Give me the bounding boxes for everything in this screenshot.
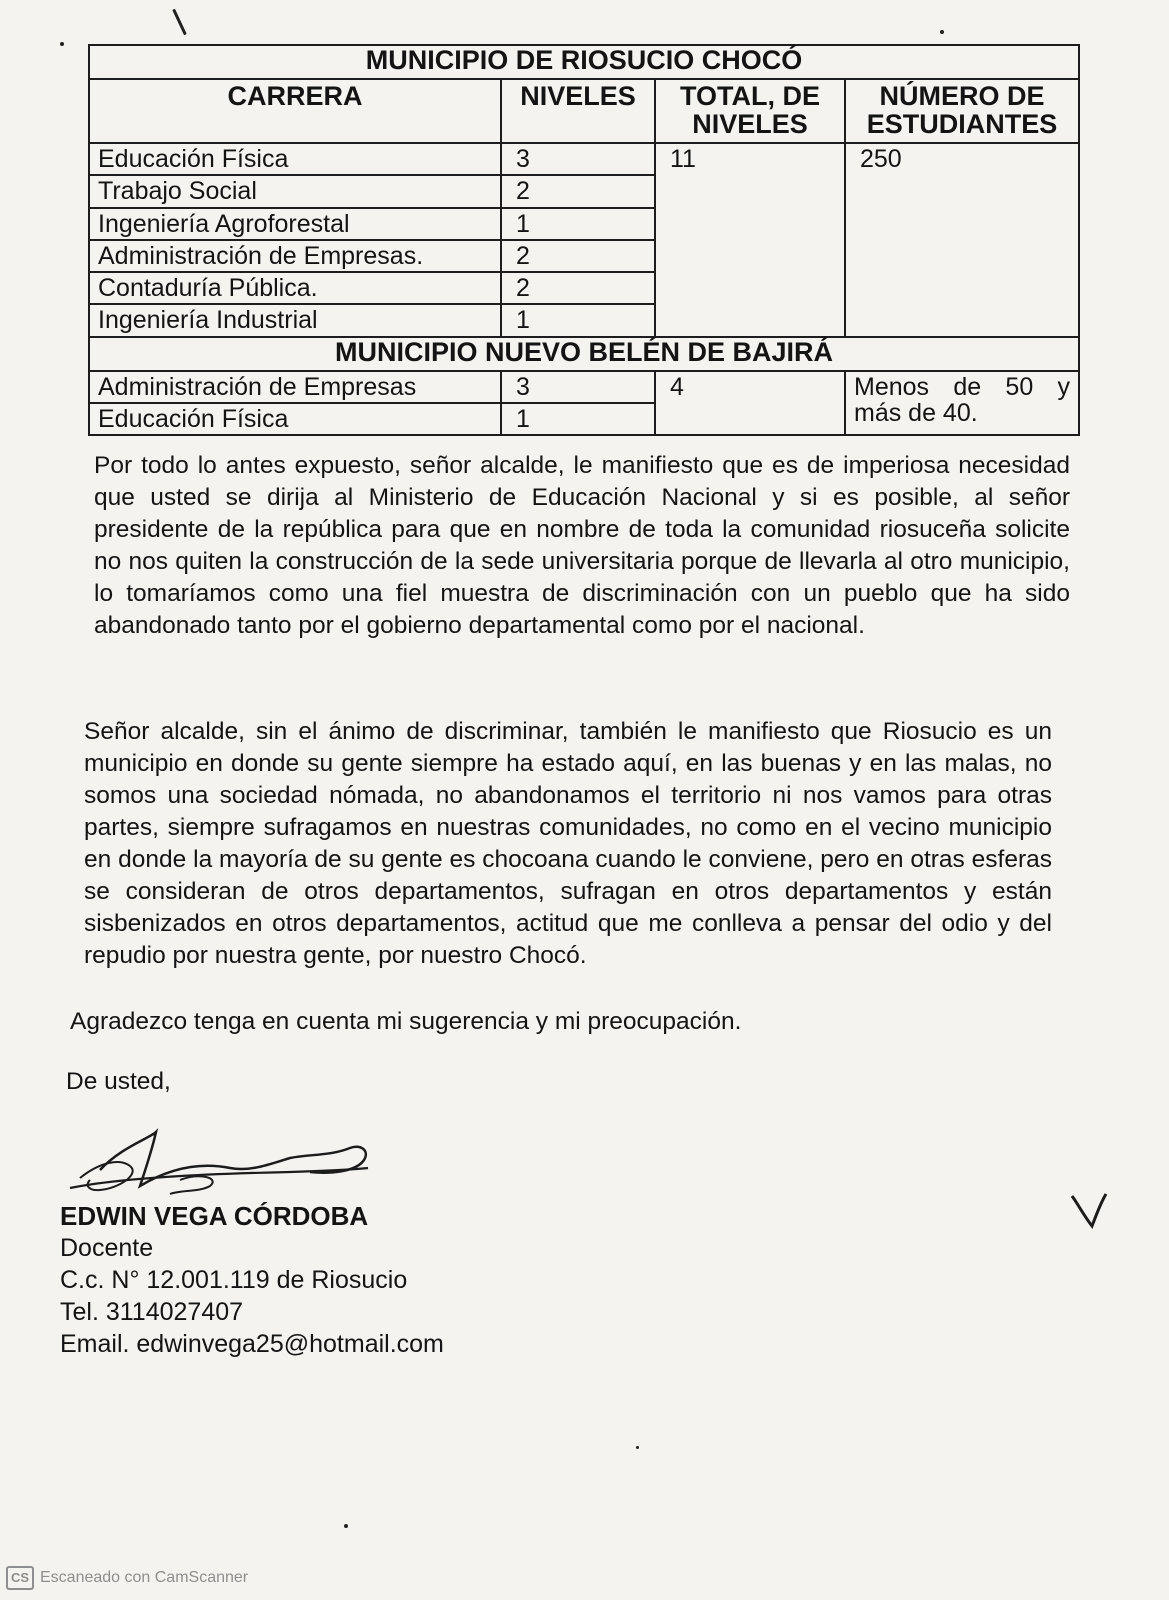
student-count: 250 bbox=[845, 143, 1079, 337]
career-name: Trabajo Social bbox=[89, 175, 501, 207]
signer-email: Email. edwinvega25@hotmail.com bbox=[60, 1330, 444, 1358]
career-levels: 2 bbox=[501, 175, 655, 207]
camscanner-logo-icon: CS bbox=[6, 1566, 34, 1590]
check-mark bbox=[1068, 1190, 1112, 1234]
total-levels: 11 bbox=[655, 143, 845, 337]
student-count: Menos de 50 y más de 40. bbox=[845, 371, 1079, 436]
signature-block bbox=[60, 1200, 444, 1360]
body-paragraph-2: Señor alcalde, sin el ánimo de discriminar, también le manifiesto que Riosucio es un municipio en donde su gente siempre ha estado aquí, en las buenas y en las malas, no somos una sociedad nómada, no abandonamos el territorio ni nos vamos para otras partes, siempre sufragamos en nuestras comunidades, no como en el vecino municipio en donde la mayoría de su gente es chocoana cuando le conviene, pero en otras esferas se consideran de otros departamentos, sufragan en otros departamentos y están sisbenizados en otros departamentos, actitud que me conlleva a pensar del odio y del repudio por nuestra gente, por nuestro Chocó. bbox=[84, 718, 1052, 969]
header-carrera: CARRERA bbox=[89, 79, 501, 143]
career-levels: 1 bbox=[501, 208, 655, 240]
career-levels: 3 bbox=[501, 143, 655, 175]
body-paragraph-1: Por todo lo antes expuesto, señor alcalde, le manifiesto que es de imperiosa necesidad que usted se dirija al Ministerio de Educación Nacional y si es posible, al señor presidente de la república para que en nombre de toda la comunidad riosuceña solicite no nos quiten la construcción de la sede universitaria porque de llevarla al otro municipio, lo tomaríamos como una fiel muestra de discriminación con un pueblo que ha sido abandonado tanto por el gobierno departamental como por el nacional. bbox=[94, 452, 1070, 639]
ink-mark bbox=[172, 9, 187, 36]
career-name: Educación Física bbox=[89, 403, 501, 435]
closing-line: De usted, bbox=[66, 1068, 171, 1095]
signer-name: EDWIN VEGA CÓRDOBA bbox=[60, 1201, 369, 1231]
signer-id: C.c. N° 12.001.119 de Riosucio bbox=[60, 1266, 408, 1294]
career-levels: 1 bbox=[501, 304, 655, 336]
signer-phone: Tel. 3114027407 bbox=[60, 1298, 244, 1326]
thanks-line: Agradezco tenga en cuenta mi sugerencia y mi preocupación. bbox=[70, 1008, 742, 1035]
table-row bbox=[89, 371, 1079, 403]
careers-table bbox=[88, 44, 1080, 436]
career-name: Contaduría Pública. bbox=[89, 272, 501, 304]
section-title-belen-de-bajira: MUNICIPIO NUEVO BELÉN DE BAJIRÁ bbox=[89, 337, 1079, 371]
scanner-watermark bbox=[6, 1566, 248, 1590]
header-niveles: NIVELES bbox=[501, 79, 655, 143]
career-name: Administración de Empresas. bbox=[89, 240, 501, 272]
career-name: Educación Física bbox=[89, 143, 501, 175]
total-levels: 4 bbox=[655, 371, 845, 436]
header-numero-estudiantes: NÚMERO DE ESTUDIANTES bbox=[845, 79, 1079, 143]
ink-speck bbox=[940, 30, 944, 34]
career-levels: 1 bbox=[501, 403, 655, 435]
career-levels: 3 bbox=[501, 371, 655, 403]
career-name: Ingeniería Agroforestal bbox=[89, 208, 501, 240]
career-levels: 2 bbox=[501, 272, 655, 304]
section-title-riosucio: MUNICIPIO DE RIOSUCIO CHOCÓ bbox=[89, 45, 1079, 79]
ink-speck bbox=[636, 1446, 639, 1449]
career-levels: 2 bbox=[501, 240, 655, 272]
signer-role: Docente bbox=[60, 1234, 154, 1262]
career-name: Ingeniería Industrial bbox=[89, 304, 501, 336]
ink-speck bbox=[60, 42, 64, 46]
handwritten-signature bbox=[60, 1128, 380, 1204]
career-name: Administración de Empresas bbox=[89, 371, 501, 403]
header-total-niveles: TOTAL, DE NIVELES bbox=[655, 79, 845, 143]
table-row bbox=[89, 143, 1079, 175]
ink-speck bbox=[344, 1524, 348, 1528]
scanner-text: Escaneado con CamScanner bbox=[40, 1569, 249, 1586]
